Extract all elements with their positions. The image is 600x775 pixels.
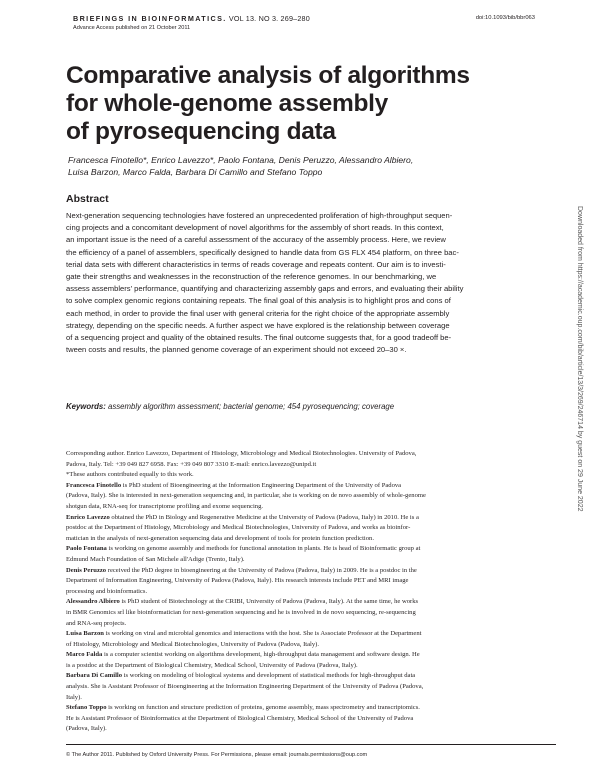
bio-line (66, 460, 556, 471)
keywords (66, 402, 552, 411)
bio-text: is PhD student of Bioengineering at the Information Engineering Department of the University of Padova (121, 481, 402, 489)
bio-text: of Histology, Microbiology and Medical Biotechnologies, University of Padova (Padova, Italy). (66, 640, 320, 648)
bio-line (66, 703, 556, 714)
bio-line (66, 724, 556, 735)
bio-text: matician in the analysis of next-generation sequencing data and development of tools for protein function prediction. (66, 534, 374, 542)
bio-text: is PhD student of Biotechnology at the CRIBI, University of Padova (Padova, Italy). At the same time, he works (119, 598, 419, 606)
bio-line (66, 470, 556, 481)
bio-line (66, 671, 556, 682)
doi: doi:10.1093/bib/bbr063 (475, 15, 535, 21)
bio-text: Italy). (66, 693, 82, 701)
bio-text: Corresponding author. Enrico Lavezzo, Department of Histology, Microbiology and Medical Biotechnologies. University of Padova, (66, 450, 417, 457)
abstract-line: assess assemblers' performance, quantifying and characterizing assembly gaps and errors, and evaluating their ability (66, 284, 464, 294)
journal-name: BRIEFINGS IN BIOINFORMATICS. (73, 14, 227, 23)
bio-text: He is Assistant Professor of Bioinformatics at the Department of Biological Chemistry, Medical School of the University of Padova (66, 714, 414, 722)
bio-text: is working on viral and microbial genomics and interactions with the host. She is Associate Professor at the Department (103, 630, 422, 638)
bio-text: (Padova, Italy). She is interested in next-generation sequencing and, in particular, she is working on de novo assembly of whole-genome (66, 492, 426, 500)
bio-text: in BMR Genomics srl like bioinformatician for next-generation sequencing and he is involved in de novo sequencing, re-sequencing (66, 608, 416, 616)
title-line: Comparative analysis of algorithms (66, 62, 470, 89)
advance-access: Advance Access published on 21 October 2011 (73, 25, 191, 31)
abstract-body (66, 210, 552, 356)
author-bios (66, 449, 556, 735)
bio-author-name: Francesca Finotello (66, 481, 122, 489)
bio-line (66, 566, 556, 577)
abstract-line: of a sequencing project and quality of the obtained results. The final outcome suggests that, for a good tradeoff be- (66, 333, 452, 343)
keywords-label: Keywords: (66, 402, 106, 411)
bio-text: Edmund Mach Foundation of San Michele all'Adige (Trento, Italy). (66, 555, 245, 563)
bio-author-name: Barbara Di Camillo (66, 672, 123, 680)
journal-header (73, 14, 535, 31)
abstract-line: terial data sets with different characteristics in terms of reads coverage and repeats content. Our aim is to investi- (66, 259, 446, 269)
abstract-line: an important issue is the need of a careful assessment of the accuracy of the assembly process. Here, we review (66, 235, 446, 245)
author-line: Luisa Barzon, Marco Falda, Barbara Di Camillo and Stefano Toppo (68, 167, 323, 177)
footer-rule (66, 744, 556, 745)
bio-text: (Padova, Italy). (66, 725, 107, 733)
bio-line (66, 587, 556, 598)
abstract-line: Next-generation sequencing technologies have fostered an unprecedented proliferation of high-throughput sequen- (66, 211, 453, 220)
bio-text: Padova, Italy. Tel: +39 049 827 6958. Fax: +39 049 807 3310 E-mail: enrico.lavezzo@unipd.it (66, 460, 317, 468)
bio-line (66, 608, 556, 619)
bio-text: obtained the PhD in Biology and Regenerative Medicine at the University of Padova (Padova, Italy) in 2010. He is a (109, 513, 419, 521)
bio-line (66, 619, 556, 630)
bio-line (66, 682, 556, 693)
bio-text: Department of Information Engineering, University of Padova (Padova, Italy). His research interests include PET and MRI image (66, 577, 409, 585)
bio-text: postdoc at the Department of Histology, Microbiology and Medical Biotechnologies, University of Padova, and works as bioinfor- (66, 524, 411, 532)
bio-author-name: Alessandro Albiero (66, 598, 120, 606)
bio-line (66, 650, 556, 661)
abstract-line: to solve complex genomic regions containing repeats. The final goal of this analysis is to highlight pros and cons of (66, 296, 451, 306)
bio-text: processing and bioinformatics. (66, 587, 148, 595)
abstract-line: strategy, depending on the specific needs. A further aspect we have explored is the relationship between coverage (66, 320, 450, 330)
abstract-line: gate their strengths and weaknesses in the reconstruction of the reference genomes. In our benchmarking, we (66, 272, 437, 282)
bio-line (66, 523, 556, 534)
bio-text: is working on function and structure prediction of proteins, genome assembly, mass spectrometry and transcriptomics. (106, 704, 420, 712)
bio-line (66, 714, 556, 725)
abstract-line: tween costs and results, the planned genome coverage of an experiment should not exceed 20–30 ×. (66, 345, 407, 355)
bio-line (66, 640, 556, 651)
author-list (68, 154, 468, 178)
title-line: of pyrosequencing data (66, 118, 336, 145)
bio-author-name: Denis Peruzzo (66, 566, 107, 574)
bio-line (66, 449, 556, 460)
bio-text: received the PhD degree in bioengineering at the University of Padova (Padova, Italy) in 2009. He is a postdoc in the (106, 566, 417, 574)
bio-line (66, 513, 556, 524)
keywords-values: assembly algorithm assessment; bacterial genome; 454 pyrosequencing; coverage (108, 402, 395, 411)
bio-line (66, 491, 556, 502)
bio-text: analysis. She is Assistant Professor of Bioengineering at the Information Engineering Department of the University of Padova (Padova, (66, 683, 424, 691)
bio-line (66, 629, 556, 640)
bio-line (66, 661, 556, 672)
bio-line (66, 544, 556, 555)
volume-info: VOL 13. NO 3. 269–280 (228, 14, 310, 23)
bio-text: is a postdoc at the Department of Biological Chemistry, Medical School, University of Padova (Padova, Italy). (66, 661, 358, 669)
abstract-line: each method, in order to provide the final user with general criteria for the right choice of the appropriate assembly (66, 308, 450, 318)
bio-line (66, 576, 556, 587)
bio-line (66, 502, 556, 513)
bio-line (66, 534, 556, 545)
bio-text: shotgun data, RNA-seq for transcriptome profiling and exome sequencing. (66, 502, 264, 510)
author-line: Francesca Finotello*, Enrico Lavezzo*, Paolo Fontana, Denis Peruzzo, Alessandro Albiero, (68, 155, 414, 165)
bio-author-name: Enrico Lavezzo (66, 513, 110, 521)
abstract-line: cing projects and a concomitant development of novel algorithms for the assembly of short reads. In this context, (66, 223, 444, 233)
bio-author-name: Luisa Barzon (66, 630, 104, 638)
download-watermark: Downloaded from https://academic.oup.com/bib/article/13/3/269/246714 by guest on 29 June 2022 (576, 206, 583, 512)
abstract-line: the efficiency of a panel of assemblers, specifically designed to handle data from GS FLX 454 platform, on three bac- (66, 247, 459, 257)
bio-text: is working on modeling of biological systems and development of statistical methods for high-throughput data (122, 672, 416, 680)
copyright-footer: © The Author 2011. Published by Oxford University Press. For Permissions, please email: journals.permissions@oup.com (66, 752, 368, 758)
bio-line (66, 481, 556, 492)
bio-line (66, 597, 556, 608)
bio-author-name: Stefano Toppo (66, 704, 107, 712)
bio-line (66, 555, 556, 566)
bio-text: and RNA-seq projects. (66, 619, 127, 627)
bio-text: is working on genome assembly and methods for functional annotation in plants. He is head of Bioinformatic group at (106, 545, 421, 553)
article-title (66, 62, 486, 146)
bio-text: *These authors contributed equally to this work. (66, 471, 194, 479)
title-line: for whole-genome assembly (66, 90, 388, 117)
journal-line (73, 14, 535, 23)
abstract-heading: Abstract (66, 193, 109, 205)
bio-line (66, 693, 556, 704)
bio-author-name: Marco Falda (66, 651, 103, 659)
bio-text: is a computer scientist working on algorithms development, high-throughput data management and software design. He (102, 651, 420, 659)
bio-author-name: Paolo Fontana (66, 545, 107, 553)
